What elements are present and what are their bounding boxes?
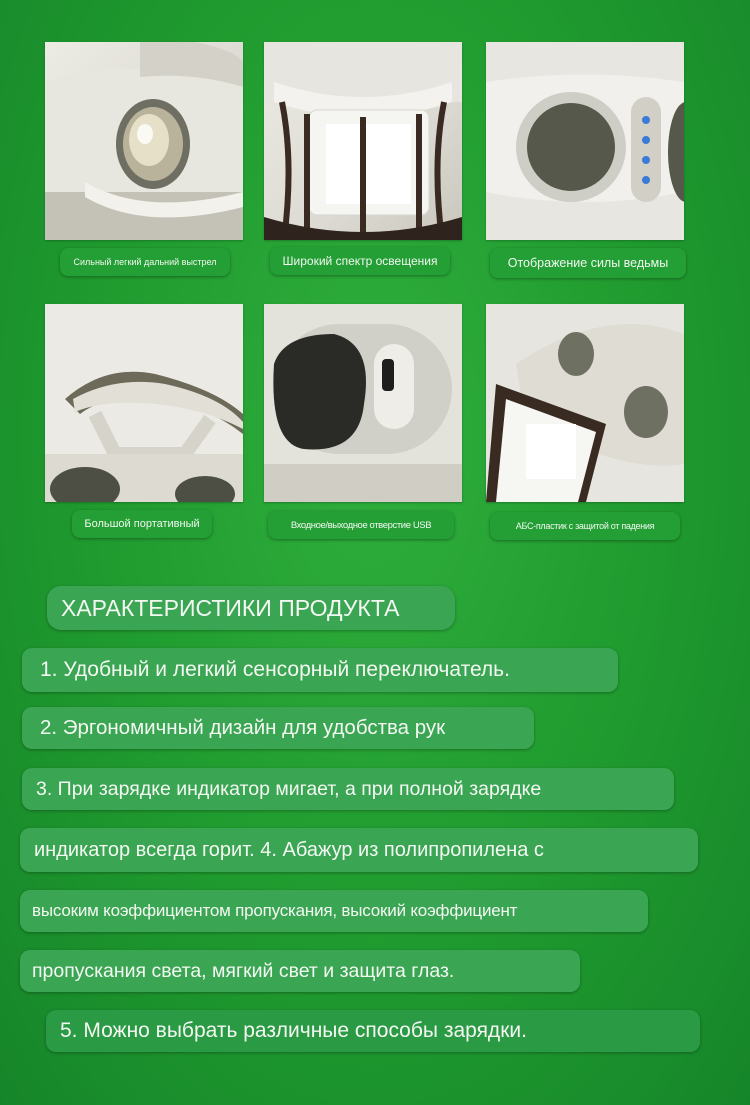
feature-photo-wide-spectrum bbox=[264, 42, 462, 240]
spec-line: 5. Можно выбрать различные способы зарядки. bbox=[46, 1010, 700, 1052]
specs-heading: ХАРАКТЕРИСТИКИ ПРОДУКТА bbox=[47, 586, 455, 630]
flashlight-lens-icon bbox=[45, 42, 243, 240]
feature-photo-power-display bbox=[486, 42, 684, 240]
spec-line: индикатор всегда горит. 4. Абажур из полипропилена с bbox=[20, 828, 698, 872]
spec-line: 3. При зарядке индикатор мигает, а при полной зарядке bbox=[22, 768, 674, 810]
feature-caption: Сильный легкий дальний выстрел bbox=[60, 248, 230, 276]
feature-photo-abs bbox=[486, 304, 684, 502]
spec-line: 2. Эргономичный дизайн для удобства рук bbox=[22, 707, 534, 749]
feature-caption: АБС-пластик с защитой от падения bbox=[490, 512, 680, 540]
feature-photo-portable bbox=[45, 304, 243, 502]
spec-line: пропускания света, мягкий свет и защита глаз. bbox=[20, 950, 580, 992]
feature-photo-long-range bbox=[45, 42, 243, 240]
usb-port-icon bbox=[264, 304, 462, 502]
spec-line: высоким коэффициентом пропускания, высокий коэффициент bbox=[20, 890, 648, 932]
lantern-cage-icon bbox=[264, 42, 462, 240]
feature-caption: Широкий спектр освещения bbox=[270, 247, 450, 275]
carry-handle-icon bbox=[45, 304, 243, 502]
feature-photo-usb bbox=[264, 304, 462, 502]
feature-caption: Входное/выходное отверстие USB bbox=[268, 511, 454, 539]
lantern-body-icon bbox=[486, 304, 684, 502]
spec-line: 1. Удобный и легкий сенсорный переключатель. bbox=[22, 648, 618, 692]
battery-indicator-icon bbox=[486, 42, 684, 240]
feature-caption: Большой портативный bbox=[72, 510, 212, 538]
feature-caption: Отображение силы ведьмы bbox=[490, 248, 686, 278]
